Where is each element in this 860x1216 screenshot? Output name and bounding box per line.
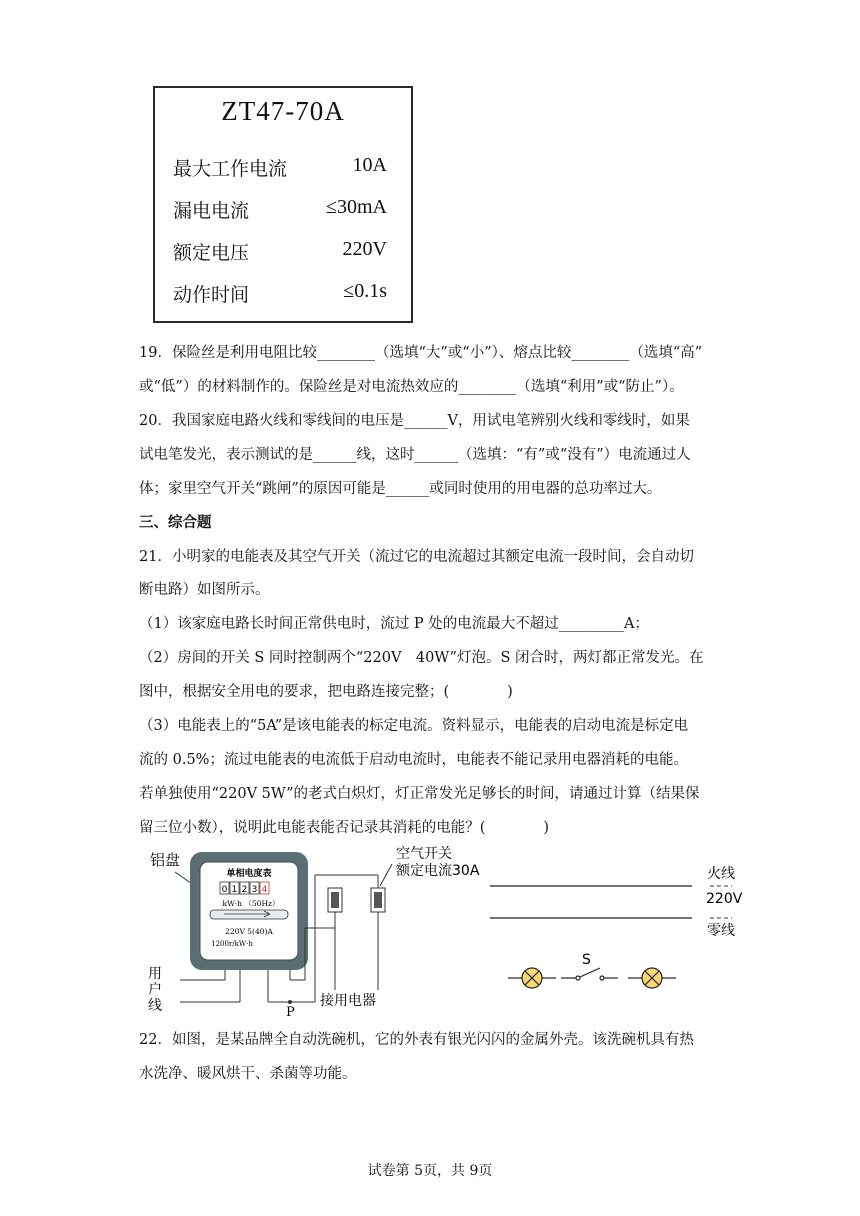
meter-digit: 0 [221,885,228,895]
breaker-spec-plate [153,86,413,323]
plate-row-value: 220V [342,238,387,260]
plate-row-value: 10A [352,154,387,176]
question-21-part-3-line-4: 留三位小数），说明此电能表能否记录其消耗的电能？( ) [139,820,550,836]
question-21-part-1: （1）该家庭电路长时间正常供电时，流过 P 处的电流最大不超过_________A； [139,616,649,632]
appliance-label: 接用电器 [320,993,376,1009]
lamp-1-icon [508,968,556,988]
question-21-part-3-line-1: （3）电能表上的“5A”是该电能表的标定电流。资料显示，电能表的启动电流是标定电 [139,718,689,734]
page-footer: 试卷第 5页，共 9页 [367,1163,493,1179]
breaker-pointer [380,864,392,886]
question-19-line-2: 或“低”）的材料制作的。保险丝是对电流热效应的________（选填“利用”或“防止”）。 [139,379,684,395]
plate-row-value: ≤30mA [326,196,387,218]
point-p-label: P [286,1005,295,1020]
breaker-rating: 额定电流30A [396,863,480,879]
question-21-part-2-line-1: （2）房间的开关 S 同时控制两个“220V 40W”灯泡。S 闭合时，两灯都正常发光。在 [139,650,704,666]
plate-row-label: 额定电压 [173,242,250,264]
meter-digit: 4 [261,885,268,895]
question-21-part-3-line-3: 若单独使用“220V 5W”的老式白炽灯，灯正常发光足够长的时间，请通过计算（结果保 [139,786,700,802]
user-line-label: 用 [148,966,162,982]
meter-digit: 3 [251,885,258,895]
plate-row [173,154,387,184]
meter-constant: 1200r/kW·h [211,940,253,948]
breaker-lever [374,892,382,908]
meter-rating: 220V 5(40)A [225,927,273,936]
question-22-line-1: 22．如图，是某品牌全自动洗碗机，它的外表有银光闪闪的金属外壳。该洗碗机具有热 [139,1032,694,1048]
question-20-line-1: 20．我国家庭电路火线和零线间的电压是______V，用试电笔辨别火线和零线时，如果 [139,413,690,429]
plate-row [173,238,387,268]
question-21-part-2-line-2: 图中，根据安全用电的要求，把电路连接完整；( ) [139,684,513,700]
meter-digit: 2 [241,885,248,895]
plate-row-label: 最大工作电流 [173,158,288,180]
meter-title: 单相电度表 [226,869,272,879]
point-p-dot [288,1000,292,1004]
question-21-line-1: 21．小明家的电能表及其空气开关（流过它的电流超过其额定电流一段时间，会自动切 [139,549,694,565]
user-line-label: 线 [148,998,162,1014]
plate-model: ZT47-70A [221,96,345,126]
neutral-wire-label: 零线 [707,923,735,939]
switch-s-label: S [582,952,591,968]
meter-digit: 1 [231,885,238,895]
question-22-line-2: 水洗净、暖风烘干、杀菌等功能。 [139,1066,357,1082]
question-21-line-2: 断电路）如图所示。 [139,582,270,598]
switch-s-icon [561,968,618,980]
lamp-2-icon [628,968,676,988]
question-20-line-3: 体；家里空气开关“跳闸”的原因可能是______或同时使用的用电器的总功率过大。 [139,481,662,497]
plate-row-value: ≤0.1s [343,280,387,302]
live-wire-label: 火线 [707,866,735,882]
aluminum-disc-label: 铝盘 [150,851,181,869]
meter-unit: kW·h （50Hz） [222,899,280,908]
aluminum-disc [210,910,288,919]
voltage-label: 220V [706,891,743,907]
section-heading: 三、综合题 [139,514,212,531]
question-20-line-2: 试电笔发光，表示测试的是______线，这时______（选填：“有”或“没有”）电流通过人 [139,447,691,463]
question-21-part-3-line-2: 流的 0.5%；流过电能表的电流低于启动电流时，电能表不能记录用电器消耗的电能。 [139,752,688,768]
plate-row [173,280,387,310]
plate-row-label: 动作时间 [173,284,250,306]
circuit-figure [140,840,760,1020]
plate-row [173,196,387,226]
question-19-line-1: 19．保险丝是利用电阻比较________（选填“大”或“小”）、熔点比较________（选填“高” [139,345,703,361]
meter-counter [220,882,269,895]
plate-row-label: 漏电电流 [173,200,250,222]
breaker-lever [331,892,339,908]
breaker-label: 空气开关 [396,846,452,862]
user-line-label: 户 [148,982,162,998]
